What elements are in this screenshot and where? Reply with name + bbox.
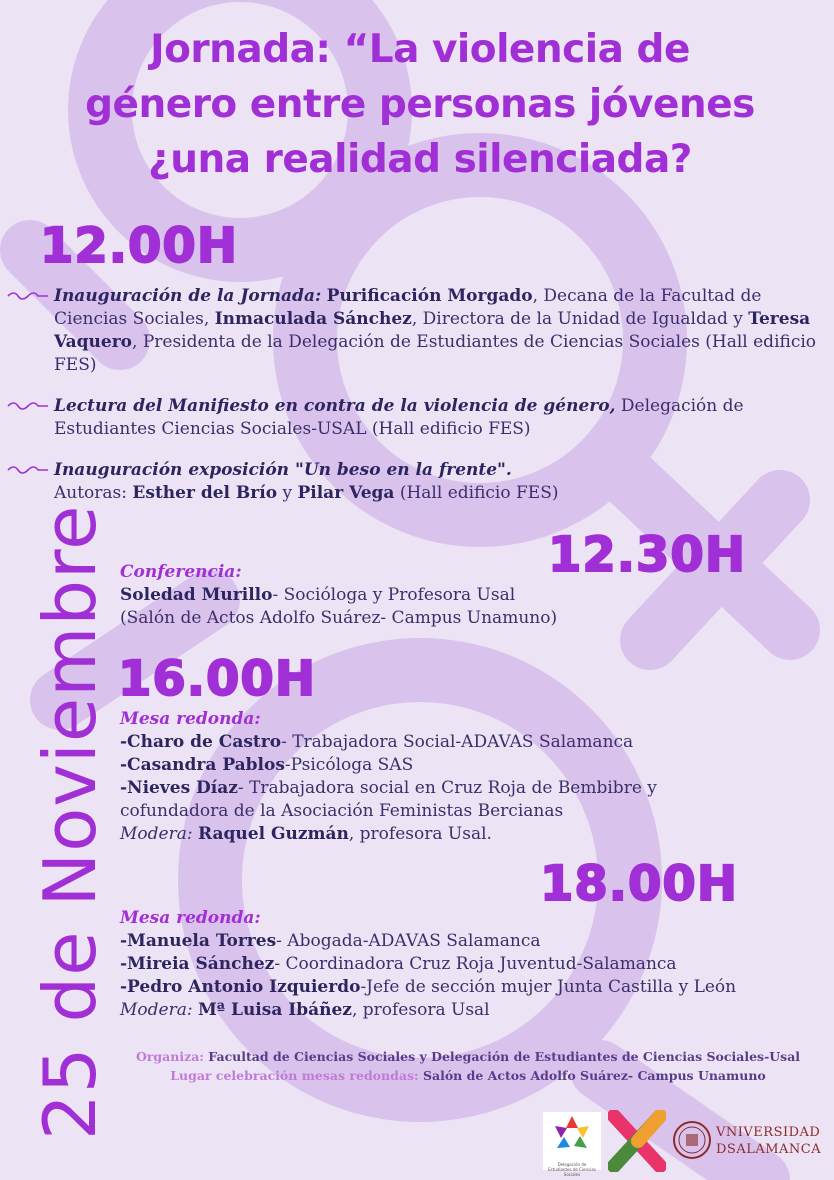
organiza-value: Facultad de Ciencias Sociales y Delegación de Estudiantes de Ciencias Sociales-Usal [203,1049,801,1064]
moderator-label: Modera: [120,1000,198,1020]
title-line-1: Jornada: “La violencia de [150,27,690,72]
organiza-label: Organiza: [135,1049,204,1064]
event-date-vertical: 25 de Noviembre [28,504,112,1140]
moderator-line [120,999,820,1022]
item-intro: Lectura del Manifiesto en contra de la violencia de género, [54,396,616,416]
speaker-role: - Abogada-ADAVAS Salamanca [276,931,541,951]
session-1800 [120,907,820,1022]
delegacion-logo-text: Delegación de Estudiantes de Ciencias Sociales [548,1162,596,1177]
time-1200: 12.00H [40,218,238,274]
time-1800: 18.00H [540,856,738,912]
speaker-name: Purificación Morgado [326,286,533,306]
speaker-name: Inmaculada Sánchez [214,309,412,329]
speaker-role: - Socióloga y Profesora Usal [272,585,516,605]
place-label: Lugar celebración mesas redondas: [170,1068,419,1083]
speaker-name: Soledad Murillo [120,585,273,605]
agenda-item-inauguracion [54,285,820,377]
author-name: Pilar Vega [297,483,395,503]
moderator-role: , profesora Usal [351,1000,490,1020]
conjunction: y [277,483,298,503]
speaker-role: -Psicóloga SAS [284,755,414,775]
moderator-role: , profesora Usal. [348,824,492,844]
speaker-line [120,976,820,999]
moderator-name: Mª Luisa Ibáñez [197,1000,352,1020]
moderator-name: Raquel Guzmán [197,824,349,844]
item-intro: Inauguración de la Jornada: [54,286,322,306]
speaker-line [120,731,720,754]
speaker-role: - Coordinadora Cruz Roja Juventud-Salamanca [274,954,677,974]
usal-logo [672,1116,822,1166]
usal-logo-line2: DSALAMANCA [716,1142,822,1157]
item-rest: Delegación de Estudiantes Ciencias Sociales-USAL (Hall edificio FES) [54,396,744,439]
speaker-name: Teresa Vaquero [54,309,811,352]
speaker-line [120,953,820,976]
speaker-line [120,777,720,823]
author-name: Esther del Brío [132,483,278,503]
session-type: Mesa redonda: [120,908,261,928]
swirl-bullet-icon [6,289,50,303]
swirl-bullet-icon [6,463,50,477]
speaker-role: - Trabajadora social en Cruz Roja de Bembibre y cofundadora de la Asociación Feministas Bercianas [120,778,657,821]
speaker-name: -Manuela Torres [120,931,277,951]
speaker-role: , Directora de la Unidad de Igualdad y [411,309,749,329]
delegacion-logo [543,1112,601,1177]
speaker-role: , Presidenta de la Delegación de Estudiantes de Ciencias Sociales (Hall edificio FES) [54,332,817,375]
place-value: Salón de Actos Adolfo Suárez- Campus Unamuno [418,1068,766,1083]
agenda-item-manifiesto [54,395,820,441]
event-title [40,22,800,187]
speaker-name: -Nieves Díaz [120,778,238,798]
session-1600 [120,708,720,846]
session-1230 [120,561,720,630]
time-1230: 12.30H [548,527,746,583]
item-place: (Hall edificio FES) [394,483,559,503]
speaker-name: -Mireia Sánchez [120,954,275,974]
usal-logo-line1: VNIVERSIDAD [716,1125,821,1140]
speaker-line [120,930,820,953]
hands-circle-icon [543,1112,601,1158]
moderator-label: Modera: [120,824,198,844]
session-type: Mesa redonda: [120,709,261,729]
speaker-name: -Charo de Castro [120,732,282,752]
title-line-3: ¿una realidad silenciada? [148,137,692,182]
usal-seal-icon [672,1118,712,1162]
organizers-footer [118,1047,818,1085]
speaker-role: , Decana de la Facultad de Ciencias Sociales, [54,286,762,329]
swirl-bullet-icon [6,399,50,413]
speaker-line [120,754,720,777]
moderator-line [120,823,720,846]
speaker-role: -Jefe de sección mujer Junta Castilla y León [360,977,737,997]
authors-label: Autoras: [54,483,133,503]
speaker-name: -Pedro Antonio Izquierdo [120,977,361,997]
speaker-name: -Casandra Pablos [120,755,285,775]
faculty-cross-logo [608,1110,666,1172]
session-place: (Salón de Actos Adolfo Suárez- Campus Unamuno) [120,608,558,628]
item-intro: Inauguración exposición "Un beso en la frente". [54,460,512,480]
title-line-2: género entre personas jóvenes [85,82,755,127]
speaker-role: - Trabajadora Social-ADAVAS Salamanca [281,732,634,752]
time-1600: 16.00H [118,651,316,707]
session-type: Conferencia: [120,562,242,582]
agenda-item-exposicion [54,459,820,505]
